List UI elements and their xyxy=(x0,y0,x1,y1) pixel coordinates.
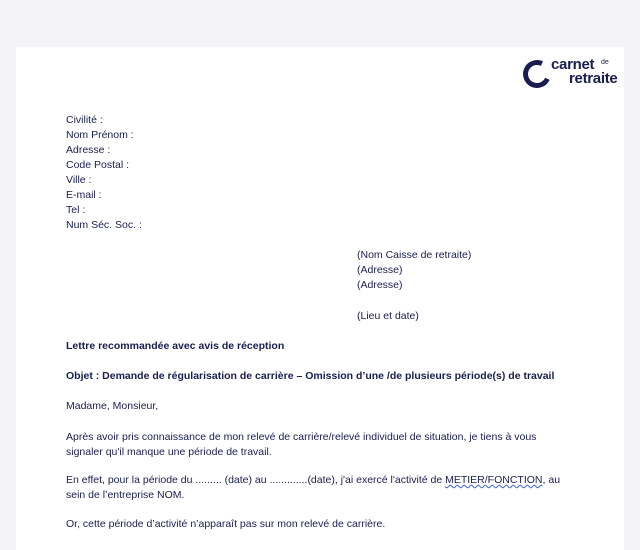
logo-word-carnet: carnet xyxy=(551,56,595,73)
paragraph-3: Or, cette période d’activité n’apparaît pas sur mon relevé de carrière. xyxy=(66,518,386,530)
subject-line: Objet : Demande de régularisation de carrière – Omission d’une /de plusieurs période(s) de travail xyxy=(66,370,555,382)
logo-word-retraite: retraite xyxy=(569,70,618,87)
field-tel: Tel : xyxy=(66,204,86,216)
place-and-date: (Lieu et date) xyxy=(357,310,419,322)
paragraph-2 xyxy=(66,473,576,503)
logo-word-de: de xyxy=(601,59,609,66)
recipient-name: (Nom Caisse de retraite) xyxy=(357,249,472,261)
field-code-postal: Code Postal : xyxy=(66,159,130,171)
recipient-address-2: (Adresse) xyxy=(357,279,403,291)
sender-fields xyxy=(66,113,142,233)
field-ville: Ville : xyxy=(66,174,92,186)
salutation: Madame, Monsieur, xyxy=(66,400,159,412)
paragraph-2-start: En effet, pour la période du ......... (date) au .............(date), j'ai exercé l'activité de xyxy=(66,474,446,486)
paragraph-2-end: , au sein de l’entreprise NOM. xyxy=(66,474,561,501)
field-num-secu: Num Séc. Soc. : xyxy=(66,219,142,231)
paragraph-1: Après avoir pris connaissance de mon relevé de carrière/relevé individuel de situation, je tiens à vous signaler qu'il manque une période de travail. xyxy=(66,431,537,458)
metier-fonction-placeholder: METIER/FONCTION xyxy=(445,474,543,486)
letter-page xyxy=(16,47,624,550)
carnet-de-retraite-logo xyxy=(521,55,621,87)
recipient-block xyxy=(357,248,471,293)
field-civilite: Civilité : xyxy=(66,114,103,126)
field-adresse: Adresse : xyxy=(66,144,111,156)
field-email: E-mail : xyxy=(66,189,102,201)
field-nom-prenom: Nom Prénom : xyxy=(66,129,134,141)
registered-mail-line: Lettre recommandée avec avis de réception xyxy=(66,340,285,352)
logo-c-mark-icon xyxy=(519,56,555,92)
recipient-address-1: (Adresse) xyxy=(357,264,403,276)
